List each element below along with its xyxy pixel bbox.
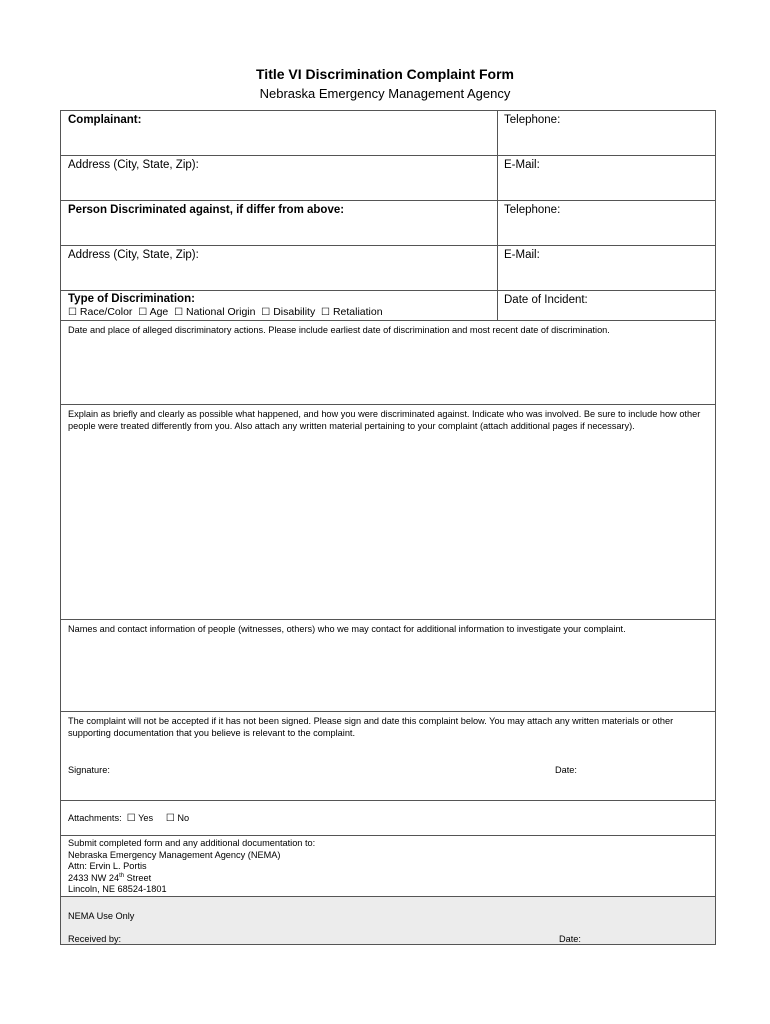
signature-date-field[interactable]: Date: (555, 765, 577, 775)
age-checkbox[interactable]: ☐ Age (138, 306, 169, 318)
complainant-field[interactable]: Complainant: (68, 114, 142, 126)
submit-instruction: Submit completed form and any additional documentation to: (68, 838, 316, 848)
disability-checkbox[interactable]: ☐ Disability (261, 306, 316, 318)
submit-street: 2433 NW 24th Street (68, 872, 152, 883)
attachments-yes-checkbox[interactable]: ☐ Yes (126, 813, 154, 824)
complainant-email-field[interactable]: E-Mail: (504, 159, 540, 171)
attachments-label: Attachments: (68, 813, 122, 823)
form-frame (60, 110, 716, 945)
national-origin-checkbox[interactable]: ☐ National Origin (174, 306, 256, 318)
agency-name: Nebraska Emergency Management Agency (259, 86, 511, 101)
discrimination-type-label: Type of Discrimination: (68, 293, 195, 305)
date-place-field[interactable]: Date and place of alleged discriminatory actions. Please include earliest date of discrimination and most recent date of discrimination. (68, 325, 610, 335)
submit-attention: Attn: Ervin L. Portis (68, 861, 147, 871)
submit-agency: Nebraska Emergency Management Agency (NEMA) (68, 849, 281, 860)
complainant-address-field[interactable]: Address (City, State, Zip): (68, 159, 199, 171)
person-address-field[interactable]: Address (City, State, Zip): (68, 249, 199, 261)
office-use-title: NEMA Use Only (68, 911, 135, 921)
signature-notice: The complaint will not be accepted if it has not been signed. Please sign and date this complaint below. You may attach any written materials or other supporting documentation that you believe is relevant to the complaint. (68, 716, 674, 738)
complainant-telephone-field[interactable]: Telephone: (504, 114, 561, 126)
form-title: Title VI Discrimination Complaint Form (256, 66, 514, 82)
explanation-field[interactable]: Explain as briefly and clearly as possible what happened, and how you were discriminated against. Indicate who was involved. Be sure to include how other people were treated differently from you. Also attach any written material pertaining to your complaint (attach additional pages if necessary). (68, 409, 701, 431)
attachments-no-checkbox[interactable]: ☐ No (165, 813, 190, 824)
discrimination-type-group (61, 291, 497, 321)
received-by-field[interactable]: Received by: (68, 934, 122, 944)
signature-field[interactable]: Signature: (68, 765, 110, 775)
attachments-row (61, 809, 715, 828)
submit-city: Lincoln, NE 68524-1801 (68, 884, 167, 894)
person-telephone-field[interactable]: Telephone: (504, 204, 561, 216)
retaliation-checkbox[interactable]: ☐ Retaliation (321, 306, 383, 318)
person-discriminated-field[interactable]: Person Discriminated against, if differ from above: (68, 204, 345, 216)
office-date-field[interactable]: Date: (559, 934, 581, 944)
date-of-incident-field[interactable]: Date of Incident: (504, 294, 588, 306)
witnesses-field[interactable]: Names and contact information of people (witnesses, others) who we may contact for additional information to investigate your complaint. (68, 624, 626, 634)
submit-address (61, 835, 715, 899)
race-color-checkbox[interactable]: ☐ Race/Color (68, 306, 133, 318)
person-email-field[interactable]: E-Mail: (504, 249, 540, 261)
